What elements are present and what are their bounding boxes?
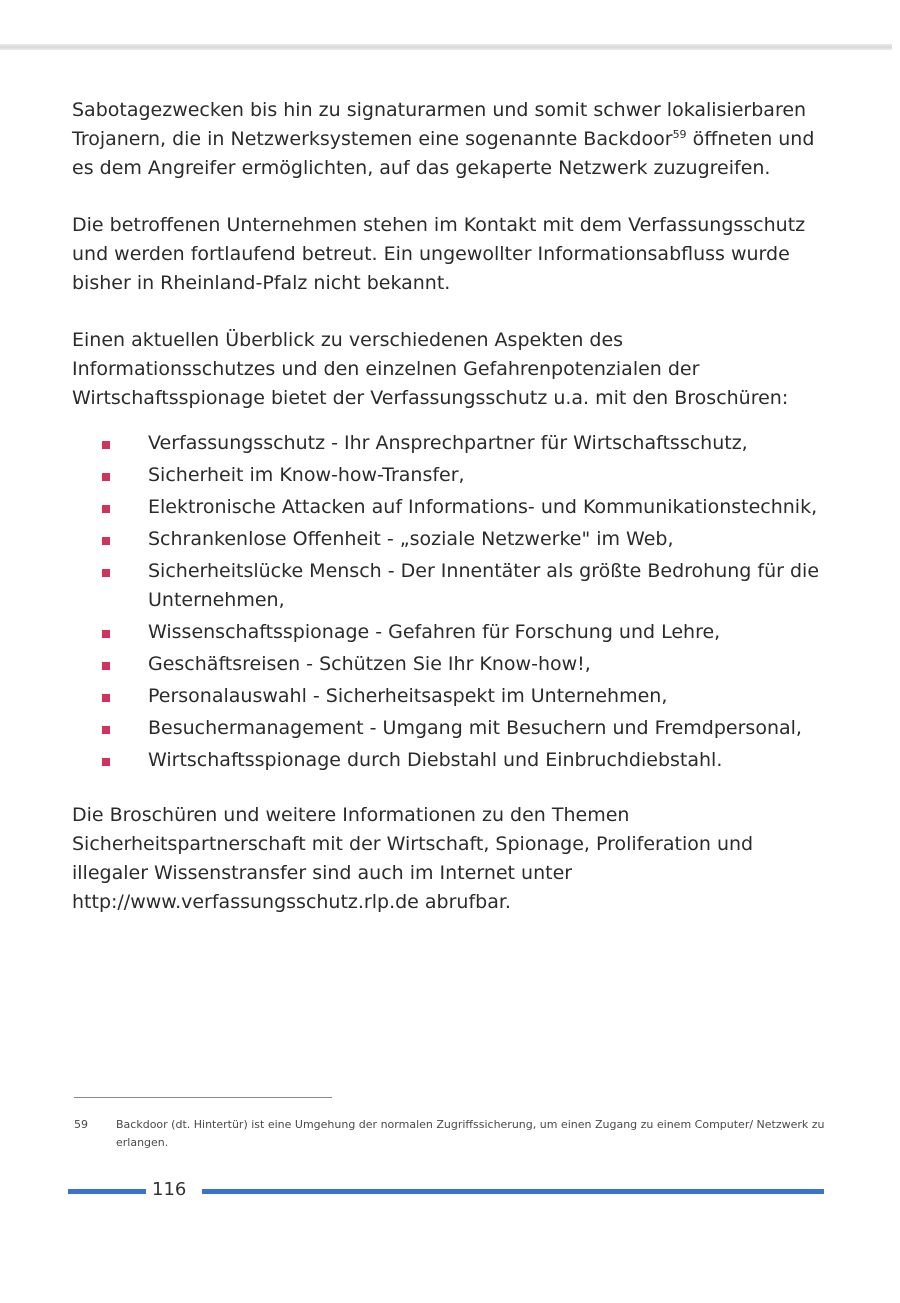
list-item-label: Verfassungsschutz - Ihr Ansprechpartner für Wirtschaftsschutz, <box>148 432 748 454</box>
list-item-label: Wirtschaftsspionage durch Diebstahl und Einbruchdiebstahl. <box>148 749 723 771</box>
website-link[interactable]: http://www.verfassungsschutz.rlp.de <box>72 891 419 913</box>
square-bullet-icon <box>102 569 110 577</box>
square-bullet-icon <box>102 726 110 734</box>
brochure-list <box>72 429 824 775</box>
list-item <box>72 461 824 490</box>
list-item <box>72 557 824 615</box>
paragraph-1-text: Sabotagezwecken bis hin zu signaturarmen und somit schwer lokalisierbaren Trojanern, die in Netzwerksystemen eine sogenannte Backdoor <box>72 99 807 150</box>
list-item-label: Besuchermanagement - Umgang mit Besuchern und Fremdpersonal, <box>148 717 802 739</box>
list-item <box>72 493 824 522</box>
footnote-reference[interactable]: 59 <box>672 128 687 141</box>
list-item-label: Personalauswahl - Sicherheitsaspekt im Unternehmen, <box>148 685 668 707</box>
list-item-label: Wissenschaftsspionage - Gefahren für Forschung und Lehre, <box>148 621 721 643</box>
paragraph-4-text: Die Broschüren und weitere Informationen zu den Themen Sicherheitspartnerschaft mit der Wirtschaft, Spionage, Proliferation und illegaler Wissenstransfer sind auch im Internet unter <box>72 804 754 884</box>
list-item <box>72 618 824 647</box>
footer-bar-left <box>68 1189 146 1194</box>
paragraph-4 <box>72 801 824 917</box>
square-bullet-icon <box>102 630 110 638</box>
square-bullet-icon <box>102 662 110 670</box>
list-item-label: Elektronische Attacken auf Informations- und Kommunikationstechnik, <box>148 496 818 518</box>
paragraph-1-end: öffneten und es dem Angreifer ermöglichten, auf das gekaperte Netzwerk zuzugreifen. <box>72 128 815 179</box>
footnote-divider <box>74 1097 332 1098</box>
square-bullet-icon <box>102 505 110 513</box>
square-bullet-icon <box>102 537 110 545</box>
list-item <box>72 650 824 679</box>
list-item-label: Geschäftsreisen - Schützen Sie Ihr Know-how!, <box>148 653 591 675</box>
page-body <box>72 96 824 945</box>
list-item-label: Sicherheit im Know-how-Transfer, <box>148 464 465 486</box>
list-item <box>72 525 824 554</box>
list-item <box>72 682 824 711</box>
list-item <box>72 746 824 775</box>
list-item <box>72 714 824 743</box>
paragraph-4-end: abrufbar. <box>418 891 511 913</box>
list-item-label: Sicherheitslücke Mensch - Der Innentäter als größte Bedrohung für die Unternehmen, <box>148 560 820 611</box>
list-item <box>72 429 824 458</box>
list-item-label: Schrankenlose Offenheit - „soziale Netzwerke" im Web, <box>148 528 674 550</box>
paragraph-1 <box>72 96 824 183</box>
footnote-number: 59 <box>74 1118 88 1131</box>
square-bullet-icon <box>102 694 110 702</box>
page-number: 116 <box>152 1179 187 1200</box>
paragraph-2: Die betroffenen Unternehmen stehen im Kontakt mit dem Verfassungsschutz und werden fortlaufend betreut. Ein ungewollter Informationsabfluss wurde bisher in Rheinland-Pfalz nicht bekannt. <box>72 214 806 294</box>
footer-bar-right <box>202 1189 824 1194</box>
square-bullet-icon <box>102 473 110 481</box>
footnote <box>74 1116 834 1152</box>
paragraph-3: Einen aktuellen Überblick zu verschiedenen Aspekten des Informationsschutzes und den einzelnen Gefahrenpotenzialen der Wirtschaftsspionage bietet der Verfassungsschutz u.a. mit den Broschüren: <box>72 329 789 409</box>
header-rule <box>0 44 892 50</box>
square-bullet-icon <box>102 441 110 449</box>
footnote-text: Backdoor (dt. Hintertür) ist eine Umgehung der normalen Zugriffssicherung, um einen Zugang zu einem Computer/ Netzwerk zu erlangen. <box>116 1118 825 1149</box>
square-bullet-icon <box>102 758 110 766</box>
